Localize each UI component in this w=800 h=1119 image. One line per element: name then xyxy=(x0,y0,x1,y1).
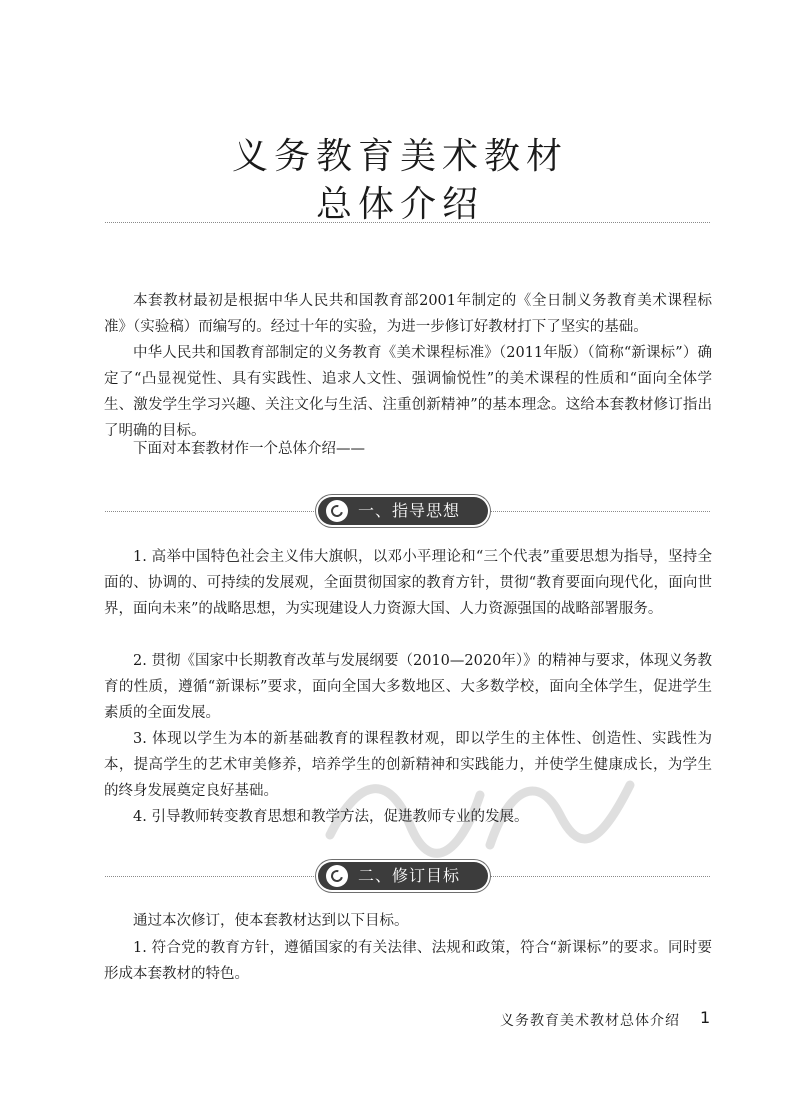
running-footer-title: 义务教育美术教材总体介绍 xyxy=(500,1013,680,1029)
page-subtitle: 总体介绍 xyxy=(315,184,484,225)
section-1-heading: 一、指导思想 xyxy=(358,501,461,520)
section-1-heading-badge xyxy=(318,497,488,525)
revision-intro: 通过本次修订，使本套教材达到以下目标。 xyxy=(133,913,409,929)
watermark-logo xyxy=(320,755,640,865)
page-title: 义务教育美术教材 xyxy=(231,136,568,177)
guiding-item-3: 3. 体现以学生为本的新基础教育的课程教材观，即以学生的主体性、创造性、实践性为本，提高学生的艺术审美修养，培养学生的创新精神和实践能力，并使学生健康成长，为学生的终身发展奠定良好基础。 xyxy=(104,731,712,799)
guiding-item-1: 1. 高举中国特色社会主义伟大旗帜，以邓小平理论和“三个代表”重要思想为指导，坚持全面的、协调的、可持续的发展观，全面贯彻国家的教育方针，贯彻“教育要面向现代化，面向世界，面向未来”的战略思想，为实现建设人力资源大国、人力资源强国的战略部署服务。 xyxy=(104,549,712,617)
guiding-item-2: 2. 贯彻《国家中长期教育改革与发展纲要（2010—2020年）》的精神与要求，体现义务教育的性质，遵循“新课标”要求，面向全国大多数地区、大多数学校，面向全体学生，促进学生素质的全面发展。 xyxy=(104,653,712,721)
intro-paragraph-1: 本套教材最初是根据中华人民共和国教育部2001年制定的《全日制义务教育美术课程标准》（实验稿）而编写的。经过十年的实验，为进一步修订好教材打下了坚实的基础。 xyxy=(104,293,712,335)
intro-paragraph-3: 下面对本套教材作一个总体介绍—— xyxy=(133,441,365,457)
title-divider xyxy=(105,222,710,223)
page-number: 1 xyxy=(700,1008,711,1027)
book-swirl-icon xyxy=(326,500,348,522)
section-2-heading-badge xyxy=(318,862,488,890)
revision-item-1: 1. 符合党的教育方针，遵循国家的有关法律、法规和政策，符合“新课标”的要求。同时要形成本套教材的特色。 xyxy=(104,940,712,982)
section-2-heading: 二、修订目标 xyxy=(358,866,461,885)
guiding-item-4: 4. 引导教师转变教育思想和教学方法，促进教师专业的发展。 xyxy=(133,809,529,825)
book-swirl-icon xyxy=(326,865,348,887)
intro-paragraph-2: 中华人民共和国教育部制定的义务教育《美术课程标准》（2011年版）（简称“新课标”）确定了“凸显视觉性、具有实践性、追求人文性、强调愉悦性”的美术课程的性质和“面向全体学生、激发学生学习兴趣、关注文化与生活、注重创新精神”的基本理念。这给本套教材修订指出了明确的目标。 xyxy=(104,345,712,439)
